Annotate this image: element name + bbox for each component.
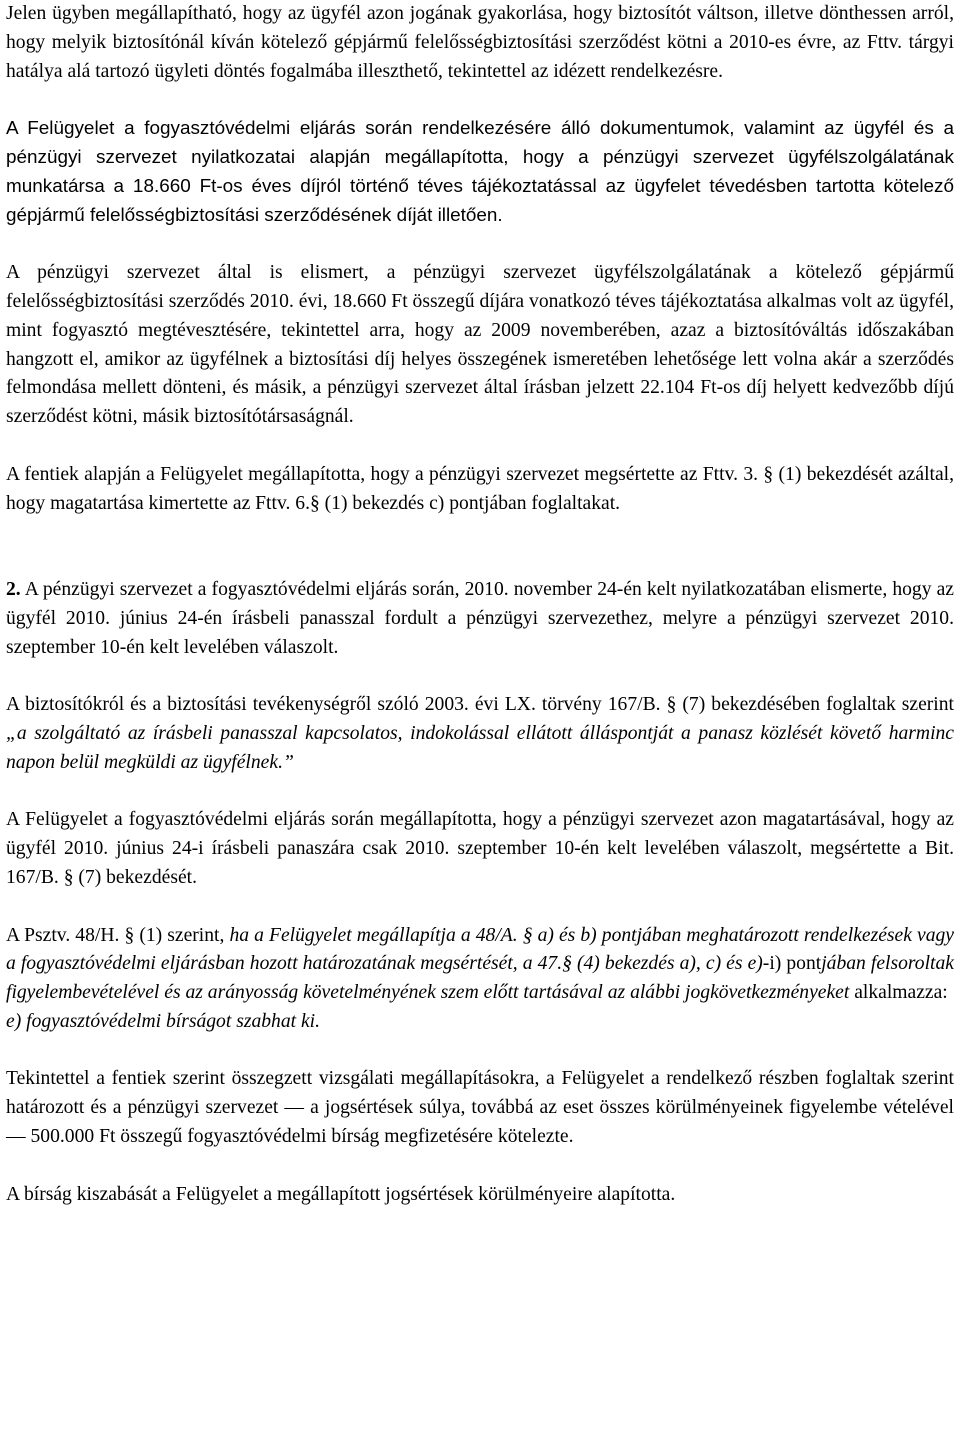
spacer — [6, 662, 954, 691]
paragraph-8-italic-a: ha a Felügyelet megállapítja a 48/A. § a) és b) pontjában meghatározott rendelkezések vagy a fogyasztóvédelmi eljárásban hozott határozatának megsértését, a 47.§ (4) bekezdés a), c) és e) — [6, 924, 954, 975]
paragraph-3: A pénzügyi szervezet által is elismert, a pénzügyi szervezet ügyfélszolgálatának a kötelező gépjármű felelősségbiztosítási szerződés 2010. évi, 18.660 Ft összegű díjára vonatkozó téves tájékoztatása alkalmas volt az ügyfél, mint fogyasztó megtévesztésére, tekintettel arra, hogy az 2009 novemberében, azaz a biztosítóváltás időszakában hangzott el, amikor az ügyfélnek a biztosítási díj helyes összegének ismeretében lehetősége lett volna akár a szerződés felmondása mellett dönteni, és másik, a pénzügyi szervezet által írásban jelzett 22.104 Ft-os díj helyett kedvezőbb díjú szerződést kötni, másik biztosítótársaságnál. — [6, 262, 954, 428]
paragraph-4: A fentiek alapján a Felügyelet megállapította, hogy a pénzügyi szervezet megsértette az Fttv. 3. § (1) bekezdését azáltal, hogy magatartása kimertette az Fttv. 6.§ (1) bekezdés c) pontjában foglaltakat. — [6, 463, 954, 514]
paragraph-9: Tekintettel a fentiek szerint összegzett vizsgálati megállapításokra, a Felügyelet a rendelkező részben foglaltak szerint határozott és a pénzügyi szervezet — a jogsértések súlya, továbbá az eset összes körülményeinek figyelembe vételével — 500.000 Ft összegű fogyasztóvédelmi bírság megfizetésére kötelezte. — [6, 1068, 954, 1148]
legal-quote: „a szolgáltató az írásbeli panasszal kapcsolatos, indokolással ellátott álláspontját a panasz közlését követő harminc napon belül megküldi az ügyfélnek.” — [6, 722, 954, 773]
section-number: 2. — [6, 578, 21, 600]
paragraph-5 — [6, 576, 954, 662]
spacer — [6, 1037, 954, 1066]
paragraph-10: A bírság kiszabását a Felügyelet a megállapított jogsértések körülményeire alapította. — [6, 1183, 676, 1205]
spacer — [6, 778, 954, 807]
paragraph-8-text-b: -i) pont — [762, 953, 822, 975]
paragraph-2: A Felügyelet a fogyasztóvédelmi eljárás során rendelkezésére álló dokumentumok, valamint az ügyfél és a pénzügyi szervezet nyilatkozatai alapján megállapította, hogy a pénzügyi szervezet ügyfélszolgálatának munkatársa a 18.660 Ft-os éves díjról történő téves tájékoztatással az ügyfelet tévedésben tartotta kötelező gépjármű felelősségbiztosítási szerződésének díját illetően. — [6, 118, 954, 226]
paragraph-1: Jelen ügyben megállapítható, hogy az ügyfél azon jogának gyakorlása, hogy biztosítót váltson, illetve dönthessen arról, hogy melyik biztosítónál kíván kötelező gépjármű felelősségbiztosítási szerződést kötni a 2010-es évre, az Fttv. tárgyi hatálya alá tartozó ügyleti döntés fogalmába illeszthető, tekintettel az idézett rendelkezésre. — [6, 3, 954, 82]
paragraph-6-text: A biztosítókról és a biztosítási tevékenységről szóló 2003. évi LX. törvény 167/B. § (7) bekezdésében foglaltak szerint — [6, 694, 954, 716]
spacer — [6, 518, 954, 576]
paragraph-8-text-a: A Psztv. 48/H. § (1) szerint, — [6, 924, 230, 946]
spacer — [6, 1152, 954, 1181]
paragraph-6 — [6, 691, 954, 777]
paragraph-7: A Felügyelet a fogyasztóvédelmi eljárás során megállapította, hogy a pénzügyi szervezet azon magatartásával, hogy az ügyfél 2010. június 24-i írásbeli panaszára csak 2010. szeptember 10-én kelt levelében válaszolt, megsértette a Bit. 167/B. § (7) bekezdését. — [6, 809, 954, 888]
spacer — [6, 893, 954, 922]
paragraph-8-italic-b: jában felsoroltak figyelembevételével és az arányosság követelményének szem előtt tartásával az alábbi jogkövetkezményeket — [6, 953, 954, 1004]
spacer — [6, 86, 954, 115]
spacer — [6, 432, 954, 461]
paragraph-5-text: A pénzügyi szervezet a fogyasztóvédelmi eljárás során, 2010. november 24-én kelt nyilatkozatában elismerte, hogy az ügyfél 2010. június 24-én írásbeli panasszal fordult a pénzügyi szervezethez, melyre a pénzügyi szervezet 2010. szeptember 10-én kelt levelében válaszolt. — [6, 578, 954, 658]
paragraph-8-text-c: alkalmazza: — [849, 982, 948, 1004]
paragraph-8 — [6, 922, 954, 1008]
paragraph-8-item-e: e) fogyasztóvédelmi bírságot szabhat ki. — [6, 1010, 321, 1032]
spacer — [6, 230, 954, 259]
